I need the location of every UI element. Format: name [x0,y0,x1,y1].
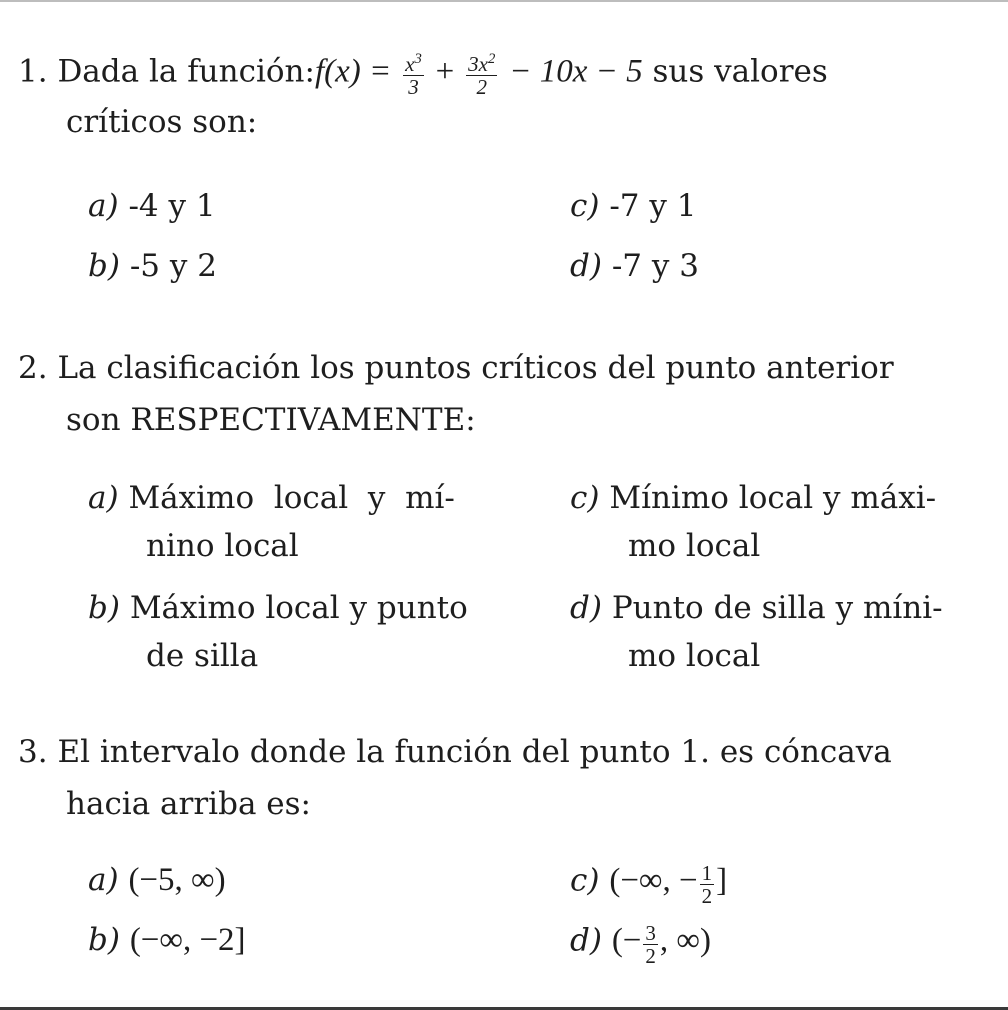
q3-option-c-post: ] [716,862,728,899]
fraction-3x-squared-over-2 [466,52,497,98]
q3-option-a-text: (−5, ∞) [128,862,226,898]
question-3-line-2: hacia arriba es: [66,786,311,822]
question-2-line-2: son RESPECTIVAMENTE: [66,402,476,438]
q1-option-a-label: a) [88,188,119,224]
q1-option-b-label: b) [88,248,120,284]
q2-option-d-line-1: Punto de silla y míni- [611,590,943,626]
question-1-line-2: críticos son: [66,104,258,140]
q1-option-d-label: d) [570,248,602,284]
q1-option-b[interactable] [88,248,217,284]
q3-option-d-post: , ∞) [659,922,711,959]
q3c-frac-num: 1 [701,861,713,885]
top-border [0,0,1008,2]
formula-plus: + [435,53,455,90]
question-1-after-formula: sus valores [652,53,828,90]
frac1-den: 3 [408,75,419,100]
question-2-line-1 [18,350,894,386]
question-1-intro: Dada la función: [57,53,315,90]
question-1-line-1 [18,52,828,98]
q3-option-d[interactable] [570,922,711,967]
q2-option-c-line-1: Mínimo local y máxi- [609,480,937,516]
formula-lhs: f(x) = [314,53,392,90]
q2-option-d-label: d) [570,590,602,626]
q3-option-d-pre: (− [611,922,642,959]
question-2-text: La clasificación los puntos críticos del punto anterior [57,350,894,386]
q1-option-d-text: -7 y 3 [611,248,699,284]
q1-option-b-text: -5 y 2 [129,248,217,284]
q3-option-c-fraction [700,862,715,907]
q2-option-a[interactable] [88,480,455,516]
formula-rest: − 10x − 5 [509,53,643,90]
q3-option-a-label: a) [88,862,119,898]
q3-option-c-pre: (−∞, − [609,862,698,899]
q2-option-d-line-2: mo local [628,638,761,674]
q3-option-b-label: b) [88,922,120,958]
q2-option-a-line-2: nino local [146,528,299,564]
q2-option-b[interactable] [88,590,468,626]
q3-option-c[interactable] [570,862,727,907]
question-3-line-1 [18,734,892,770]
q3-option-d-label: d) [570,922,602,959]
q2-option-b-line-1: Máximo local y punto [129,590,468,626]
q3-option-b-text: (−∞, −2] [129,922,246,958]
q1-option-d[interactable] [570,248,699,284]
q3c-frac-den: 2 [701,884,713,909]
q2-option-c-line-2: mo local [628,528,761,564]
frac2-den: 2 [476,75,487,100]
frac2-num: $3x^2$ [468,51,496,76]
q3-option-a[interactable] [88,862,226,899]
frac1-num: $x^3$ [405,51,422,76]
q2-option-c[interactable] [570,480,936,516]
q2-option-d[interactable] [570,590,943,626]
fraction-x-cubed-over-3 [403,52,424,98]
q3-option-d-fraction [643,922,658,967]
question-1-number: 1. [18,53,48,90]
q2-option-a-label: a) [88,480,119,516]
q2-option-b-label: b) [88,590,120,626]
q1-option-c[interactable] [570,188,696,224]
q1-option-a[interactable] [88,188,216,224]
q2-option-b-line-2: de silla [146,638,259,674]
q2-option-a-line-1: Máximo local y mí- [128,480,455,516]
q3-option-c-label: c) [570,862,600,899]
q1-option-a-text: -4 y 1 [128,188,216,224]
question-2-number: 2. [18,350,48,386]
question-3-text: El intervalo donde la función del punto 1. es cóncava [57,734,892,770]
q1-option-c-text: -7 y 1 [609,188,697,224]
q1-option-c-label: c) [570,188,600,224]
q2-option-c-label: c) [570,480,600,516]
question-3-number: 3. [18,734,48,770]
q3d-frac-den: 2 [645,944,656,969]
q3d-frac-num: 3 [645,921,656,945]
q3-option-b[interactable] [88,922,246,959]
